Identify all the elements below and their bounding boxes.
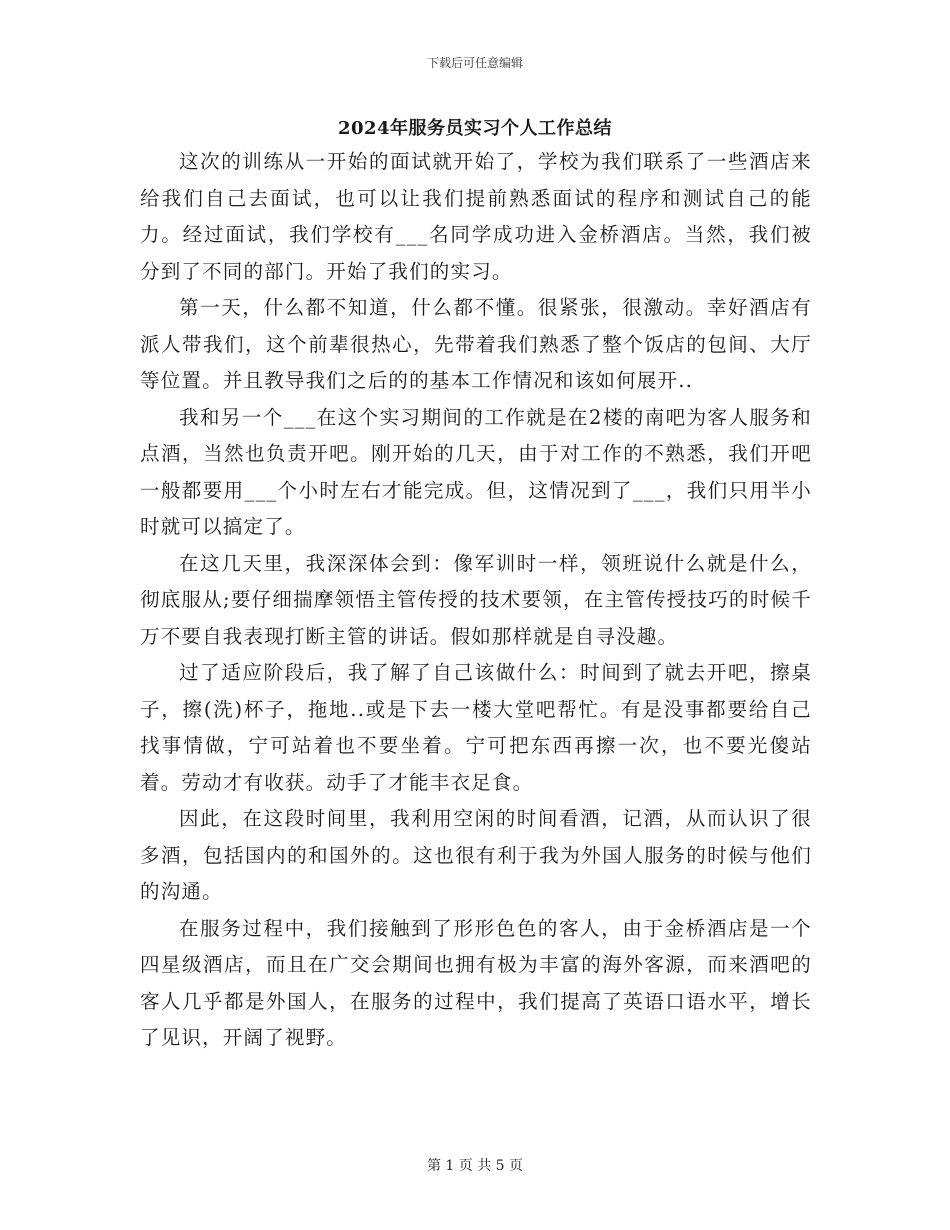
page-header-note: 下载后可任意编辑 [426,56,523,70]
paragraph-2: 第一天，什么都不知道，什么都不懂。很紧张，很激动。幸好酒店有派人带我们，这个前辈很热心，先带着我们熟悉了整个饭店的包间、大厅等位置。并且教导我们之后的的基本工作情况和该如何展开.. [140,296,812,392]
paragraph-1: 这次的训练从一开始的面试就开始了，学校为我们联系了一些酒店来给我们自己去面试，也可以让我们提前熟悉面试的程序和测试自己的能力。经过面试，我们学校有___名同学成功进入金桥酒店。当然，我们被分到了不同的部门。开始了我们的实习。 [140,150,812,283]
paragraph-3: 我和另一个___在这个实习期间的工作就是在2楼的南吧为客人服务和点酒，当然也负责开吧。刚开始的几天，由于对工作的不熟悉，我们开吧一般都要用___个小时左右才能完成。但，这情况到了___，我们只用半小时就可以搞定了。 [140,405,812,538]
document-body [140,144,812,1057]
paragraph-5: 过了适应阶段后，我了解了自己该做什么：时间到了就去开吧，擦桌子，擦(洗)杯子，拖地..或是下去一楼大堂吧帮忙。有是没事都要给自己找事情做，宁可站着也不要坐着。宁可把东西再擦一次，也不要光傻站着。劳动才有收获。动手了才能丰衣足食。 [140,661,812,794]
paragraph-6: 因此，在这段时间里，我利用空闲的时间看酒，记酒，从而认识了很多酒，包括国内的和国外的。这也很有利于我为外国人服务的时候与他们的沟通。 [140,807,812,903]
paragraph-7: 在服务过程中，我们接触到了形形色色的客人，由于金桥酒店是一个四星级酒店，而且在广交会期间也拥有极为丰富的海外客源，而来酒吧的客人几乎都是外国人，在服务的过程中，我们提高了英语口语水平，增长了见识，开阔了视野。 [140,916,812,1049]
document-title: 2024年服务员实习个人工作总结 [337,118,613,139]
page-number-footer: 第 1 页 共 5 页 [426,1158,524,1174]
paragraph-4: 在这几天里，我深深体会到：像军训时一样，领班说什么就是什么，彻底服从;要仔细揣摩领悟主管传授的技术要领，在主管传授技巧的时候千万不要自我表现打断主管的讲话。假如那样就是自寻没趣。 [140,551,812,648]
